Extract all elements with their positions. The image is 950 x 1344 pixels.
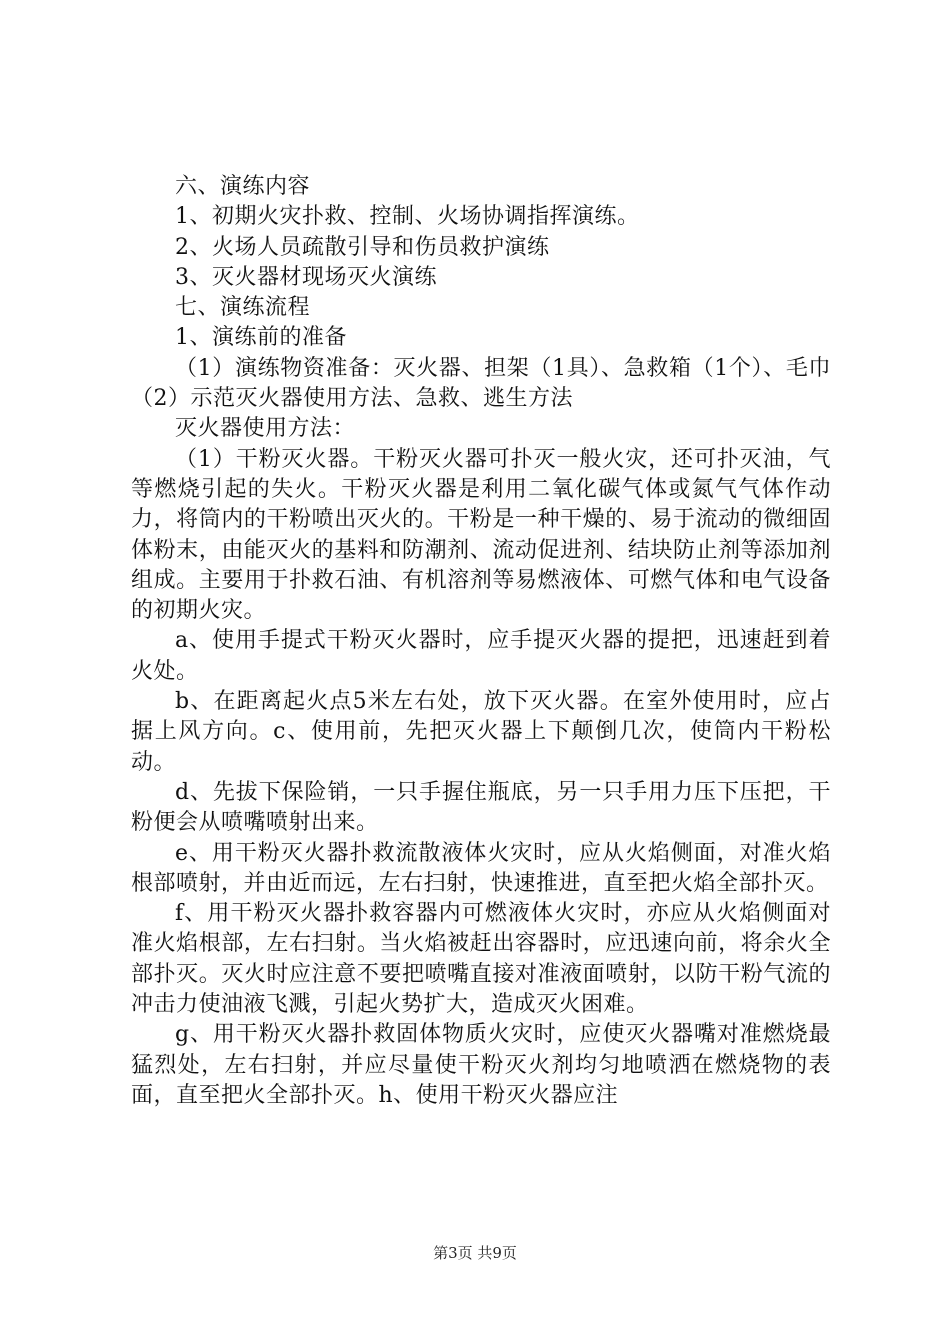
paragraph-step-a: a、使用手提式干粉灭火器时，应手提灭火器的提把，迅速赶到着火处。 — [131, 628, 831, 684]
paragraph-step-b: b、在距离起火点5米左右处，放下灭火器。在室外使用时，应占据上风方向。c、使用前，先把灭火器上下颠倒几次，使筒内干粉松动。 — [131, 689, 831, 775]
paragraph-extinguisher-usage-title: 灭火器使用方法： — [175, 416, 356, 442]
paragraph-dry-powder: （1）干粉灭火器。干粉灭火器可扑灭一般火灾，还可扑灭油，气等燃烧引起的失火。干粉灭火器是利用二氧化碳气体或氮气气体作动力，将筒内的干粉喷出灭火的。干粉是一种干燥的、易于流动的微细固体粉末，由能灭火的基料和防潮剂、流动促进剂、结块防止剂等添加剂组成。主要用于扑救石油、有机溶剂等易燃液体、可燃气体和电气设备的初期火灾。 — [131, 446, 831, 624]
list-item: 2、火场人员疏散引导和伤员救护演练 — [175, 234, 550, 260]
paragraph-step-g: g、用干粉灭火器扑救固体物质火灾时，应使灭火器嘴对准燃烧最猛烈处，左右扫射，并应尽量使干粉灭火剂均匀地喷洒在燃烧物的表面，直至把火全部扑灭。h、使用干粉灭火器应注 — [131, 1022, 831, 1108]
paragraph-step-d: d、先拔下保险销，一只手握住瓶底，另一只手用力压下压把，干粉便会从喷嘴喷射出来。 — [131, 779, 831, 836]
section-heading-drill-process: 七、演练流程 — [175, 295, 311, 321]
document-body — [131, 172, 831, 1111]
paragraph-step-e: e、用干粉灭火器扑救流散液体火灾时，应从火焰侧面，对准火焰根部喷射，并由近而远，左右扫射，快速推进，直至把火焰全部扑灭。 — [131, 840, 831, 896]
list-item: 3、灭火器材现场灭火演练 — [175, 264, 437, 290]
page-number-footer: 第3页 共9页 — [433, 1244, 517, 1262]
section-heading-drill-content: 六、演练内容 — [175, 174, 311, 199]
paragraph-materials: （1）演练物资准备：灭火器、担架（1具）、急救箱（1个）、毛巾（2）示范灭火器使用方法、急救、逃生方法 — [131, 355, 831, 412]
list-item: 1、初期火灾扑救、控制、火场协调指挥演练。 — [175, 204, 640, 230]
paragraph-step-f: f、用干粉灭火器扑救容器内可燃液体火灾时，亦应从火焰侧面对准火焰根部，左右扫射。当火焰被赶出容器时，应迅速向前，将余火全部扑灭。灭火时应注意不要把喷嘴直接对准液面喷射，以防干粉气流的冲击力使油液飞溅，引起火势扩大，造成灭火困难。 — [131, 901, 831, 1018]
subsection-heading: 1、演练前的准备 — [175, 325, 347, 351]
